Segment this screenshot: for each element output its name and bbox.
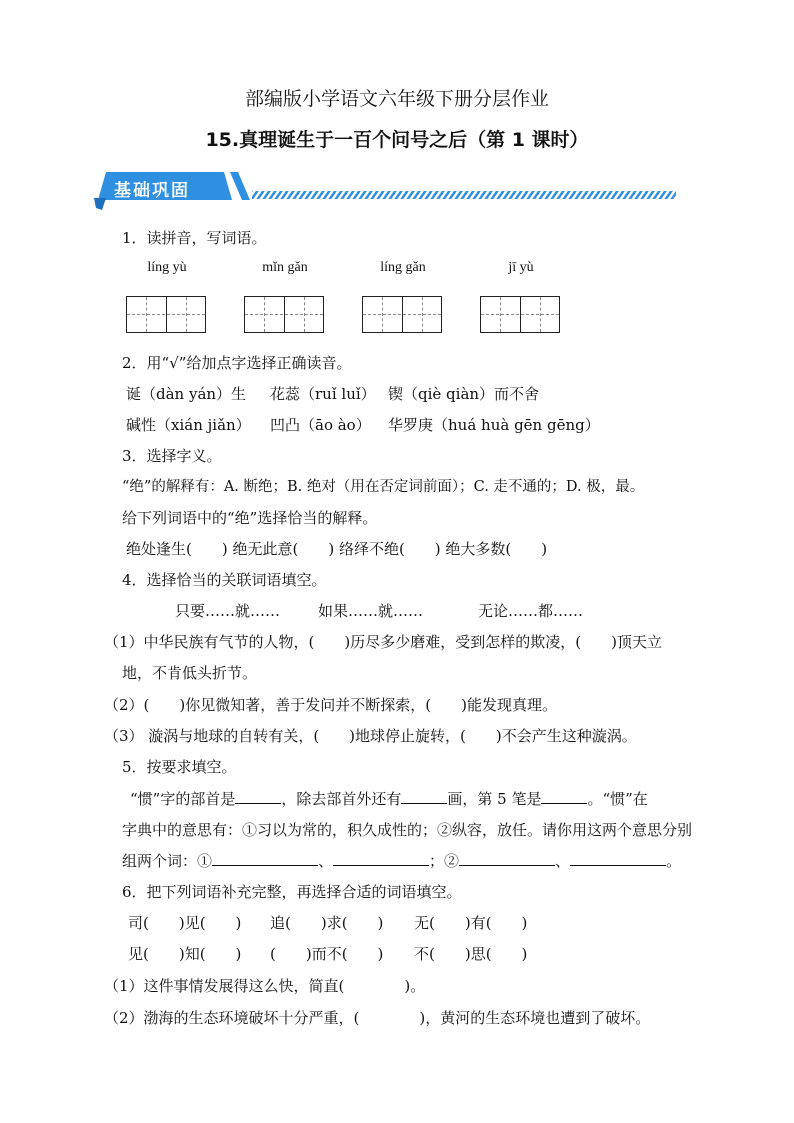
q1-writing-box-3[interactable] [362,296,442,333]
q2-item: 诞（dàn yán）生 [126,385,247,403]
q2-item: 锲（qiè qiàn）而不舍 [388,385,540,403]
q6-stem: 6．把下列词语补充完整，再选择合适的词语填空。 [122,883,462,901]
q1-pinyin-4: jī yù [508,260,534,275]
q5-blank-word-3[interactable] [459,851,555,866]
q5-text: 、 [555,852,571,870]
page-title: 部编版小学语文六年级下册分层作业 [244,88,549,110]
section-banner [92,168,682,210]
q5-blank-strokes[interactable] [401,789,447,804]
q5-stem: 5．按要求填空。 [122,758,237,776]
q4-option: 无论……都…… [478,602,584,620]
q4-item-1-cont: 地，不肯低头折节。 [122,664,258,682]
q1-stem: 1．读拼音，写词语。 [122,229,267,247]
q5-text: 。“惯”在 [587,790,648,808]
q6-word: 不( )思( ) [414,945,528,963]
q6-item-1: （1）这件事情发展得这么快，简直( )。 [104,977,426,995]
q5-blank-word-2[interactable] [333,851,429,866]
q5-blank-fifth-stroke[interactable] [541,789,587,804]
q2-item: 花蕊（ruǐ luǐ） [270,385,376,403]
q4-option: 只要……就…… [175,602,281,620]
q2-item: 华罗庚（huá huà gēn gēng） [388,416,600,434]
q2-item: 碱性（xián jiǎn） [126,416,251,434]
q6-word: 追( )求( ) [270,914,384,932]
q1-writing-box-4[interactable] [480,296,560,333]
q3-stem: 3．选择字义。 [122,447,222,465]
q5-text: 画，第 5 笔是 [447,790,542,808]
q3-words: 绝处逢生( ) 绝无此意( ) 络绎不绝( ) 绝大多数( ) [126,540,548,558]
q5-text: 。 [666,852,682,870]
q1-pinyin-2: mǐn gǎn [262,260,308,275]
q5-blank-word-4[interactable] [570,851,666,866]
q5-line-2: 字典中的意思有：①习以为常的，积久成性的；②纵容，放任。请你用这两个意思分别 [122,821,693,839]
q3-instruction: 给下列词语中的“绝”选择恰当的解释。 [122,509,378,527]
q6-word: 见( )知( ) [128,945,242,963]
q5-blank-radical[interactable] [235,789,281,804]
q4-stem: 4．选择恰当的关联词语填空。 [122,571,327,589]
q5-text: 、 [318,852,334,870]
q2-stem: 2．用“√”给加点字选择正确读音。 [122,354,352,372]
q5-text: ；② [429,852,460,870]
q3-definitions: “绝”的解释有：A. 断绝；B. 绝对（用在否定词前面）；C. 走不通的；D. 极，最。 [122,479,645,495]
q1-pinyin-1: líng yù [147,260,187,275]
q1-writing-box-1[interactable] [126,296,206,333]
q2-item: 凹凸（āo ào） [270,416,371,434]
q6-word: 无( )有( ) [414,914,528,932]
q5-blank-word-1[interactable] [212,851,318,866]
q6-word: ( )而不( ) [270,945,384,963]
q5-line-1 [130,789,648,809]
q6-item-2: （2）渤海的生态环境破坏十分严重，( )，黄河的生态环境也遭到了破坏。 [104,1009,651,1027]
q4-option: 如果……就…… [318,602,424,620]
q5-text: “惯”字的部首是 [130,790,236,808]
q5-line-3 [122,851,681,871]
q4-item-3: （3） 漩涡与地球的自转有关，( )地球停止旋转，( )不会产生这种漩涡。 [104,727,637,745]
q4-item-2: （2）( )你见微知著，善于发问并不断探索，( )能发现真理。 [104,696,557,714]
q4-item-1: （1）中华民族有气节的人物，( )历尽多少磨难，受到怎样的欺凌，( )顶天立 [104,633,662,651]
section-label: 基础巩固 [114,181,190,201]
q5-text: 组两个词：① [122,852,213,870]
q6-word: 司( )见( ) [128,914,242,932]
lesson-subtitle: 15.真理诞生于一百个问号之后（第 1 课时） [205,129,589,151]
q5-text: ，除去部首外还有 [281,790,402,808]
q1-pinyin-3: líng gǎn [380,260,426,275]
q1-writing-box-2[interactable] [244,296,324,333]
